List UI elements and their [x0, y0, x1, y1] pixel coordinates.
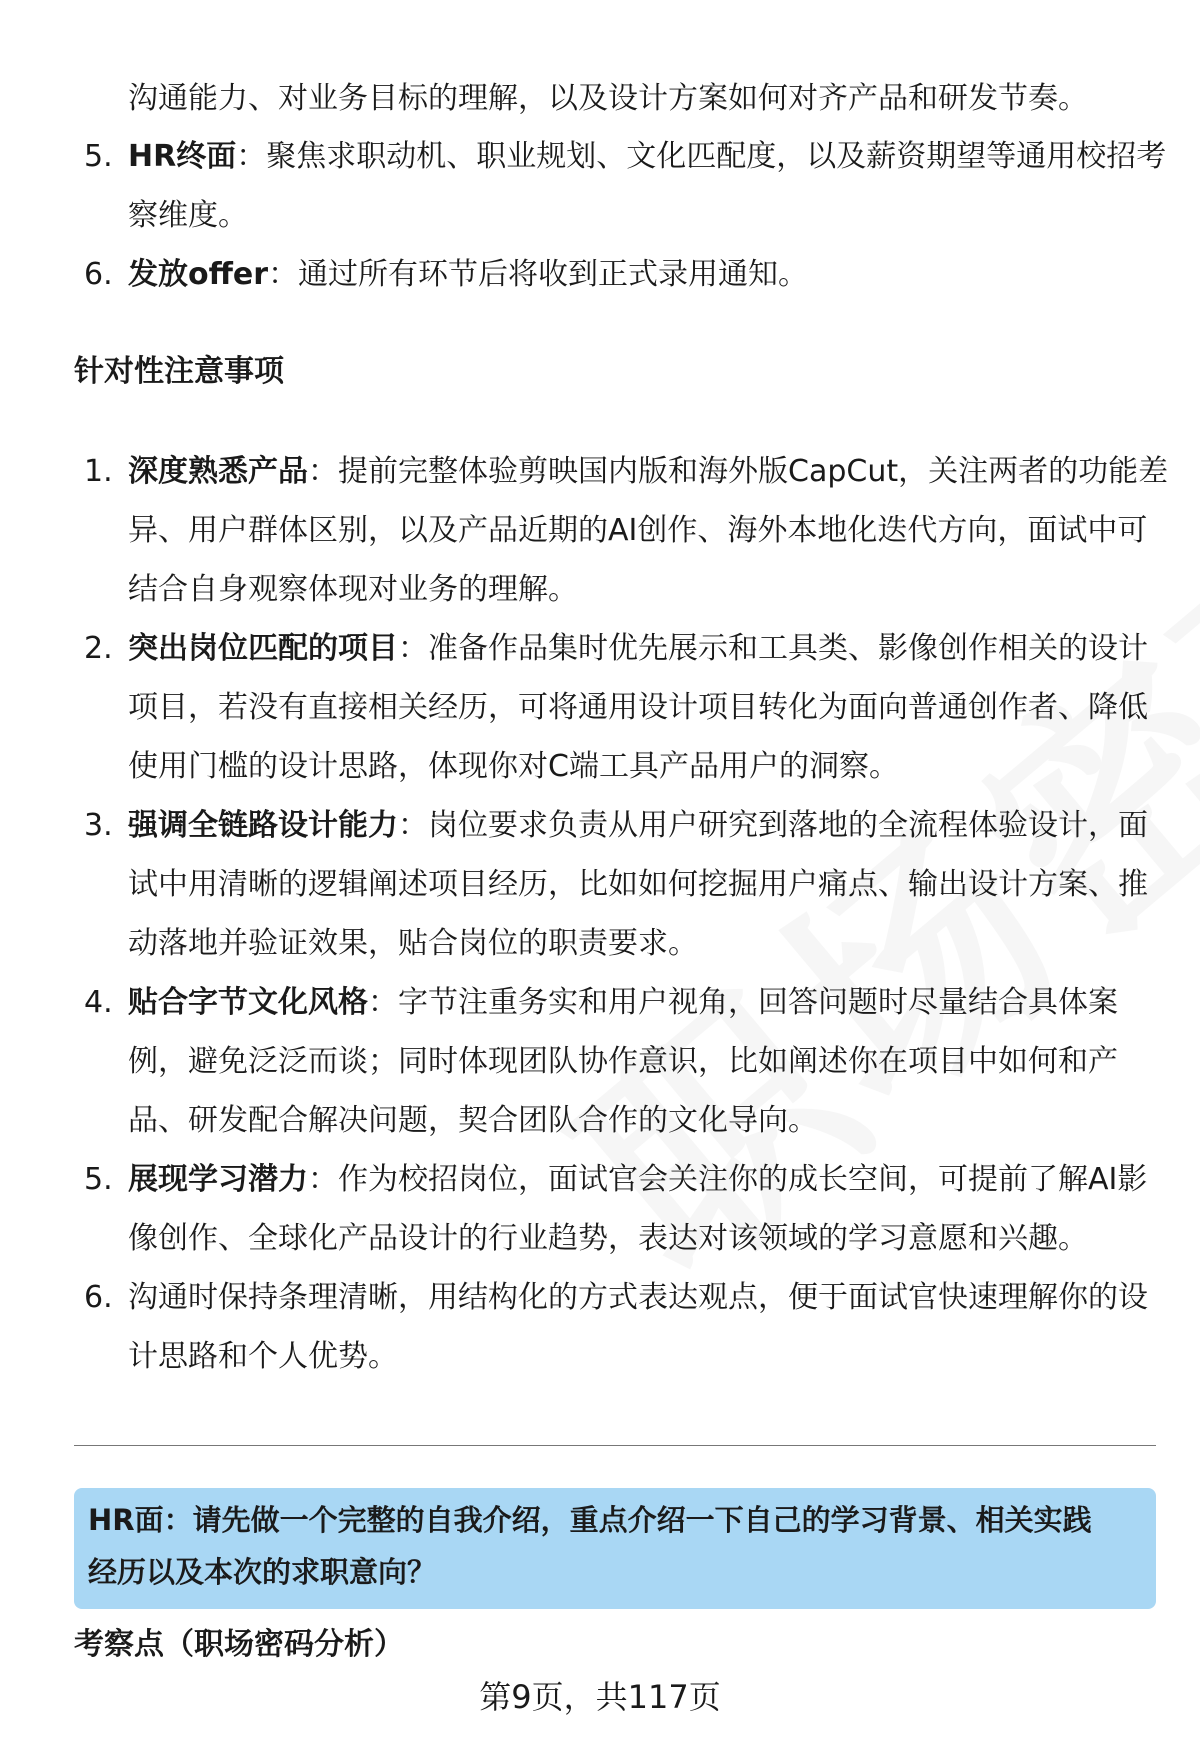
note-3-number: 3.: [84, 808, 113, 843]
intro-line: 沟通能力、对业务目标的理解，以及设计方案如何对齐产品和研发节奏。: [128, 81, 1088, 116]
question-line-2: 经历以及本次的求职意向？: [88, 1555, 437, 1589]
page-number-footer: 第9页，共117页: [479, 1678, 721, 1716]
note-5-number: 5.: [84, 1162, 113, 1197]
note-2-title: 突出岗位匹配的项目: [128, 631, 398, 666]
process-item-5-text: ：聚焦求职动机、职业规划、文化匹配度，以及薪资期望等通用校招考: [236, 139, 1167, 174]
process-item-5: [128, 137, 1166, 177]
note-1-number: 1.: [84, 454, 113, 489]
note-2-text: ：准备作品集时优先展示和工具类、影像创作相关的设计: [398, 631, 1148, 666]
note-1-line-3: 结合自身观察体现对业务的理解。: [128, 572, 578, 607]
section-heading: 针对性注意事项: [74, 354, 284, 389]
process-item-5-text-cont: 察维度。: [128, 198, 248, 233]
note-2-line-1: [128, 629, 1148, 669]
note-5-line-2: 像创作、全球化产品设计的行业趋势，表达对该领域的学习意愿和兴趣。: [128, 1221, 1088, 1256]
subheading: 考察点（职场密码分析）: [74, 1627, 404, 1662]
note-4-text: ：字节注重务实和用户视角，回答问题时尽量结合具体案: [368, 985, 1118, 1020]
note-5-text: ：作为校招岗位，面试官会关注你的成长空间，可提前了解AI影: [308, 1162, 1148, 1197]
note-3-title: 强调全链路设计能力: [128, 808, 398, 843]
note-1-text: ：提前完整体验剪映国内版和海外版CapCut，关注两者的功能差: [308, 454, 1169, 489]
divider: [74, 1445, 1156, 1446]
note-3-line-2: 试中用清晰的逻辑阐述项目经历，比如如何挖掘用户痛点、输出设计方案、推: [128, 867, 1148, 902]
note-4-line-2: 例，避免泛泛而谈；同时体现团队协作意识，比如阐述你在项目中如何和产: [128, 1044, 1118, 1079]
note-3-line-1: [128, 806, 1148, 846]
process-item-5-title: HR终面: [128, 139, 237, 174]
process-item-6: [128, 255, 808, 295]
note-4-line-1: [128, 983, 1118, 1023]
note-2-number: 2.: [84, 631, 113, 666]
note-3-text: ：岗位要求负责从用户研究到落地的全流程体验设计，面: [398, 808, 1148, 843]
note-6-number: 6.: [84, 1280, 113, 1315]
note-4-line-3: 品、研发配合解决问题，契合团队合作的文化导向。: [128, 1103, 818, 1138]
note-3-line-3: 动落地并验证效果，贴合岗位的职责要求。: [128, 926, 698, 961]
note-2-line-2: 项目，若没有直接相关经历，可将通用设计项目转化为面向普通创作者、降低: [128, 690, 1148, 725]
question-box: [74, 1488, 1156, 1609]
process-item-6-text: ：通过所有环节后将收到正式录用通知。: [268, 257, 809, 292]
question-line-1: HR面：请先做一个完整的自我介绍，重点介绍一下自己的学习背景、相关实践: [88, 1503, 1092, 1537]
note-1-title: 深度熟悉产品: [128, 454, 308, 489]
note-1-line-2: 异、用户群体区别，以及产品近期的AI创作、海外本地化迭代方向，面试中可: [128, 513, 1148, 548]
process-item-5-number: 5.: [84, 139, 113, 174]
note-2-line-3: 使用门槛的设计思路，体现你对C端工具产品用户的洞察。: [128, 749, 899, 784]
process-item-6-title: 发放offer: [128, 257, 269, 292]
note-5-title: 展现学习潜力: [128, 1162, 308, 1197]
process-item-6-number: 6.: [84, 257, 113, 292]
note-4-number: 4.: [84, 985, 113, 1020]
note-6-line-2: 计思路和个人优势。: [128, 1339, 398, 1374]
note-5-line-1: [128, 1160, 1147, 1200]
note-6-line-1: 沟通时保持条理清晰，用结构化的方式表达观点，便于面试官快速理解你的设: [128, 1280, 1148, 1315]
note-1-line-1: [128, 452, 1168, 492]
note-4-title: 贴合字节文化风格: [128, 985, 368, 1020]
